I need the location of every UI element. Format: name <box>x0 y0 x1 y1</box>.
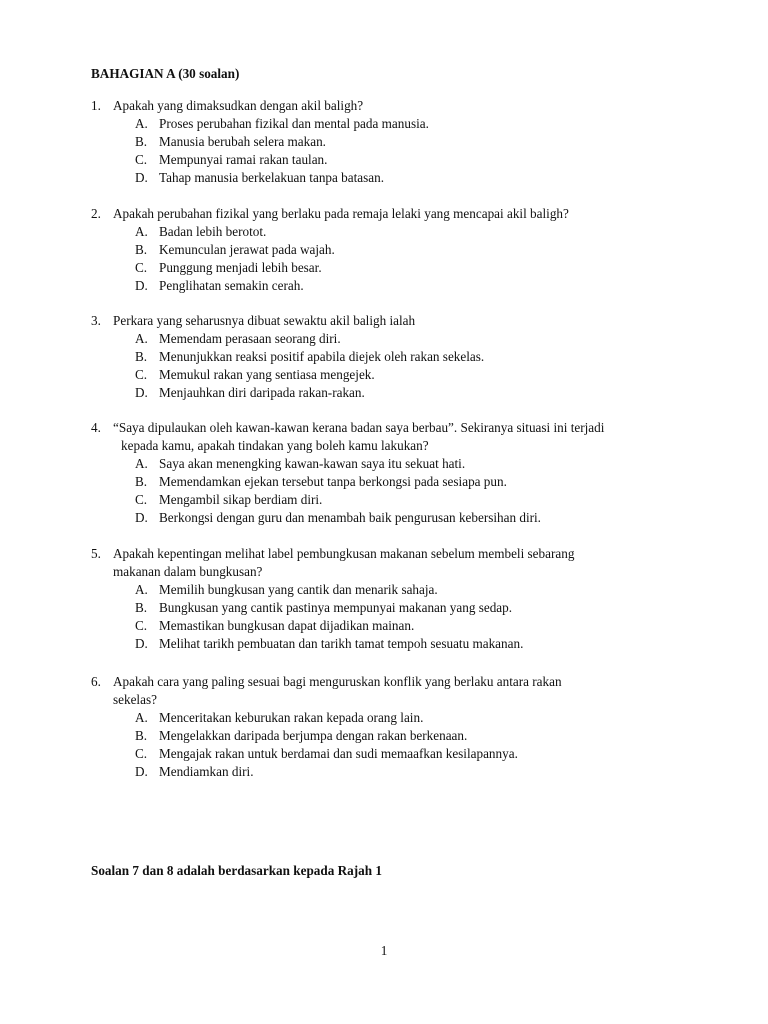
option-a <box>135 581 711 599</box>
option-d <box>135 509 711 527</box>
question-number: 5. <box>91 546 101 561</box>
option-text: Kemunculan jerawat pada wajah. <box>159 242 335 257</box>
option-b <box>135 727 711 745</box>
option-letter: B. <box>135 474 148 489</box>
question-number: 3. <box>91 313 101 328</box>
option-list <box>91 223 711 295</box>
option-text: Berkongsi dengan guru dan menambah baik pengurusan kebersihan diri. <box>159 510 541 525</box>
question-3 <box>91 312 711 402</box>
option-letter: C. <box>135 492 148 507</box>
option-list <box>91 330 711 402</box>
figure-reference-note: Soalan 7 dan 8 adalah berdasarkan kepada Rajah 1 <box>91 863 382 878</box>
option-letter: C. <box>135 152 148 167</box>
option-d <box>135 169 711 187</box>
page-number: 1 <box>380 943 388 958</box>
question-stem: Apakah kepentingan melihat label pembungkusan makanan sebelum membeli sebarang <box>113 546 575 561</box>
option-text: Memukul rakan yang sentiasa mengejek. <box>159 367 375 382</box>
option-c <box>135 259 711 277</box>
section-title: BAHAGIAN A (30 soalan) <box>91 66 240 81</box>
option-d <box>135 277 711 295</box>
question-number: 4. <box>91 420 101 435</box>
option-text: Melihat tarikh pembuatan dan tarikh tamat tempoh sesuatu makanan. <box>159 636 524 651</box>
option-letter: D. <box>135 510 148 525</box>
option-text: Saya akan menengking kawan-kawan saya itu sekuat hati. <box>159 456 466 471</box>
option-letter: B. <box>135 134 148 149</box>
option-list <box>91 115 711 187</box>
option-text: Menjauhkan diri daripada rakan-rakan. <box>159 385 365 400</box>
option-letter: D. <box>135 278 148 293</box>
question-number: 1. <box>91 98 101 113</box>
option-d <box>135 763 711 781</box>
option-c <box>135 151 711 169</box>
option-list <box>91 581 711 653</box>
option-text: Manusia berubah selera makan. <box>159 134 326 149</box>
option-list <box>91 709 711 781</box>
option-c <box>135 491 711 509</box>
question-stem: Apakah cara yang paling sesuai bagi menguruskan konflik yang berlaku antara rakan <box>113 674 562 689</box>
option-c <box>135 366 711 384</box>
option-a <box>135 709 711 727</box>
option-letter: A. <box>135 331 148 346</box>
option-text: Memendamkan ejekan tersebut tanpa berkongsi pada sesiapa pun. <box>159 474 507 489</box>
option-text: Menunjukkan reaksi positif apabila diejek oleh rakan sekelas. <box>159 349 485 364</box>
option-letter: C. <box>135 367 148 382</box>
option-b <box>135 348 711 366</box>
option-c <box>135 617 711 635</box>
option-letter: D. <box>135 636 148 651</box>
option-text: Menceritakan keburukan rakan kepada orang lain. <box>159 710 424 725</box>
question-1 <box>91 97 711 187</box>
option-text: Mengelakkan daripada berjumpa dengan rakan berkenaan. <box>159 728 468 743</box>
option-text: Memendam perasaan seorang diri. <box>159 331 341 346</box>
option-text: Proses perubahan fizikal dan mental pada manusia. <box>159 116 429 131</box>
question-6 <box>91 673 711 781</box>
question-stem: Apakah perubahan fizikal yang berlaku pada remaja lelaki yang mencapai akil baligh? <box>113 206 569 221</box>
option-b <box>135 473 711 491</box>
option-letter: A. <box>135 116 148 131</box>
option-letter: D. <box>135 385 148 400</box>
option-b <box>135 599 711 617</box>
option-text: Bungkusan yang cantik pastinya mempunyai makanan yang sedap. <box>159 600 513 615</box>
option-c <box>135 745 711 763</box>
option-text: Penglihatan semakin cerah. <box>159 278 304 293</box>
option-letter: D. <box>135 764 148 779</box>
question-stem: Perkara yang seharusnya dibuat sewaktu akil baligh ialah <box>113 313 416 328</box>
option-d <box>135 384 711 402</box>
option-text: Badan lebih berotot. <box>159 224 267 239</box>
question-5 <box>91 545 711 653</box>
question-4 <box>91 419 711 527</box>
question-stem-continuation: kepada kamu, apakah tindakan yang boleh kamu lakukan? <box>121 438 429 453</box>
option-a <box>135 330 711 348</box>
question-stem: Apakah yang dimaksudkan dengan akil baligh? <box>113 98 364 113</box>
option-text: Tahap manusia berkelakuan tanpa batasan. <box>159 170 384 185</box>
option-letter: B. <box>135 349 148 364</box>
option-b <box>135 133 711 151</box>
option-d <box>135 635 711 653</box>
question-stem-continuation: makanan dalam bungkusan? <box>113 564 263 579</box>
option-letter: A. <box>135 224 148 239</box>
option-a <box>135 455 711 473</box>
option-letter: B. <box>135 242 148 257</box>
option-b <box>135 241 711 259</box>
option-letter: A. <box>135 582 148 597</box>
option-letter: C. <box>135 746 148 761</box>
question-stem-continuation: sekelas? <box>113 692 157 707</box>
option-text: Mengambil sikap berdiam diri. <box>159 492 323 507</box>
option-letter: C. <box>135 260 148 275</box>
option-letter: D. <box>135 170 148 185</box>
question-2 <box>91 205 711 295</box>
question-number: 2. <box>91 206 101 221</box>
option-text: Punggung menjadi lebih besar. <box>159 260 322 275</box>
question-number: 6. <box>91 674 101 689</box>
option-text: Mendiamkan diri. <box>159 764 254 779</box>
option-letter: C. <box>135 618 148 633</box>
question-stem: “Saya dipulaukan oleh kawan-kawan kerana badan saya berbau”. Sekiranya situasi ini terjadi <box>113 420 605 435</box>
option-letter: B. <box>135 600 148 615</box>
option-text: Memastikan bungkusan dapat dijadikan mainan. <box>159 618 415 633</box>
option-text: Mempunyai ramai rakan taulan. <box>159 152 328 167</box>
option-list <box>91 455 711 527</box>
option-letter: A. <box>135 456 148 471</box>
option-letter: B. <box>135 728 148 743</box>
option-letter: A. <box>135 710 148 725</box>
option-text: Mengajak rakan untuk berdamai dan sudi memaafkan kesilapannya. <box>159 746 518 761</box>
option-a <box>135 223 711 241</box>
option-a <box>135 115 711 133</box>
option-text: Memilih bungkusan yang cantik dan menarik sahaja. <box>159 582 438 597</box>
